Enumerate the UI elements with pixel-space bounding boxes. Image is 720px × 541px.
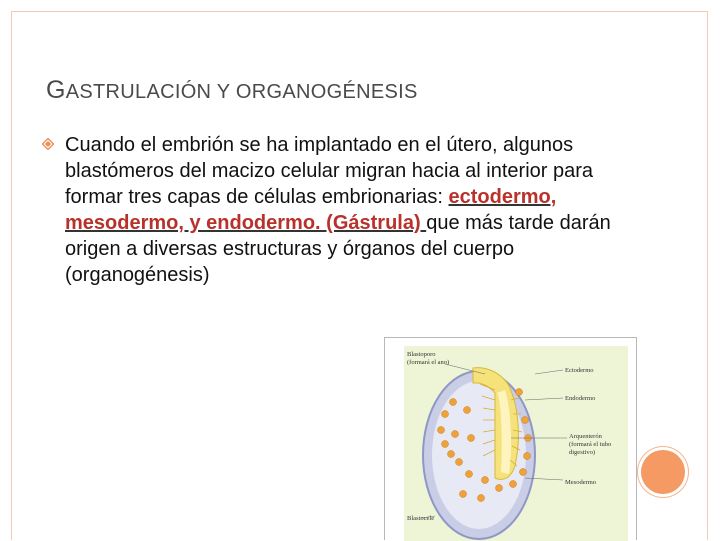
paragraph-text-before: Cuando el embrión se ha implantado en el útero, algunos blastómeros del macizo celular migran hacia al interior para formar tres capas de células embrionarias: xyxy=(65,134,594,208)
decorative-orange-circle xyxy=(641,450,685,494)
label-arquenteron-sub2: digestivo) xyxy=(569,449,595,456)
title-rest: ASTRULACIÓN Y ORGANOGÉNESIS xyxy=(65,81,418,103)
label-mesodermo: Mesodermo xyxy=(565,479,597,486)
label-arquenteron: Arquenterón xyxy=(569,433,602,440)
orange-diamond-bullet-icon xyxy=(42,138,54,150)
label-blastoporo-sub: (formará el ano) xyxy=(407,359,450,366)
paragraph-text-after: que más tarde darán origen a diversas estructuras y órganos del cuerpo (organogénesis) xyxy=(65,212,611,286)
title-first-letter: G xyxy=(46,76,66,104)
slide-title xyxy=(46,76,418,105)
label-endodermo: Endodermo xyxy=(565,395,596,402)
label-blastocele: Blastocele xyxy=(407,515,435,522)
label-arquenteron-sub1: (formará el tubo xyxy=(569,441,612,448)
gastrula-figure xyxy=(384,337,637,540)
germ-layers-highlight: ectodermo, mesodermo, y endodermo. (Gástrula) xyxy=(65,186,557,234)
label-blastoporo: Blastoporo xyxy=(407,351,436,358)
gastrula-illustration xyxy=(385,338,638,541)
label-ectodermo: Ectodermo xyxy=(565,367,594,374)
bullet-paragraph xyxy=(65,132,625,288)
